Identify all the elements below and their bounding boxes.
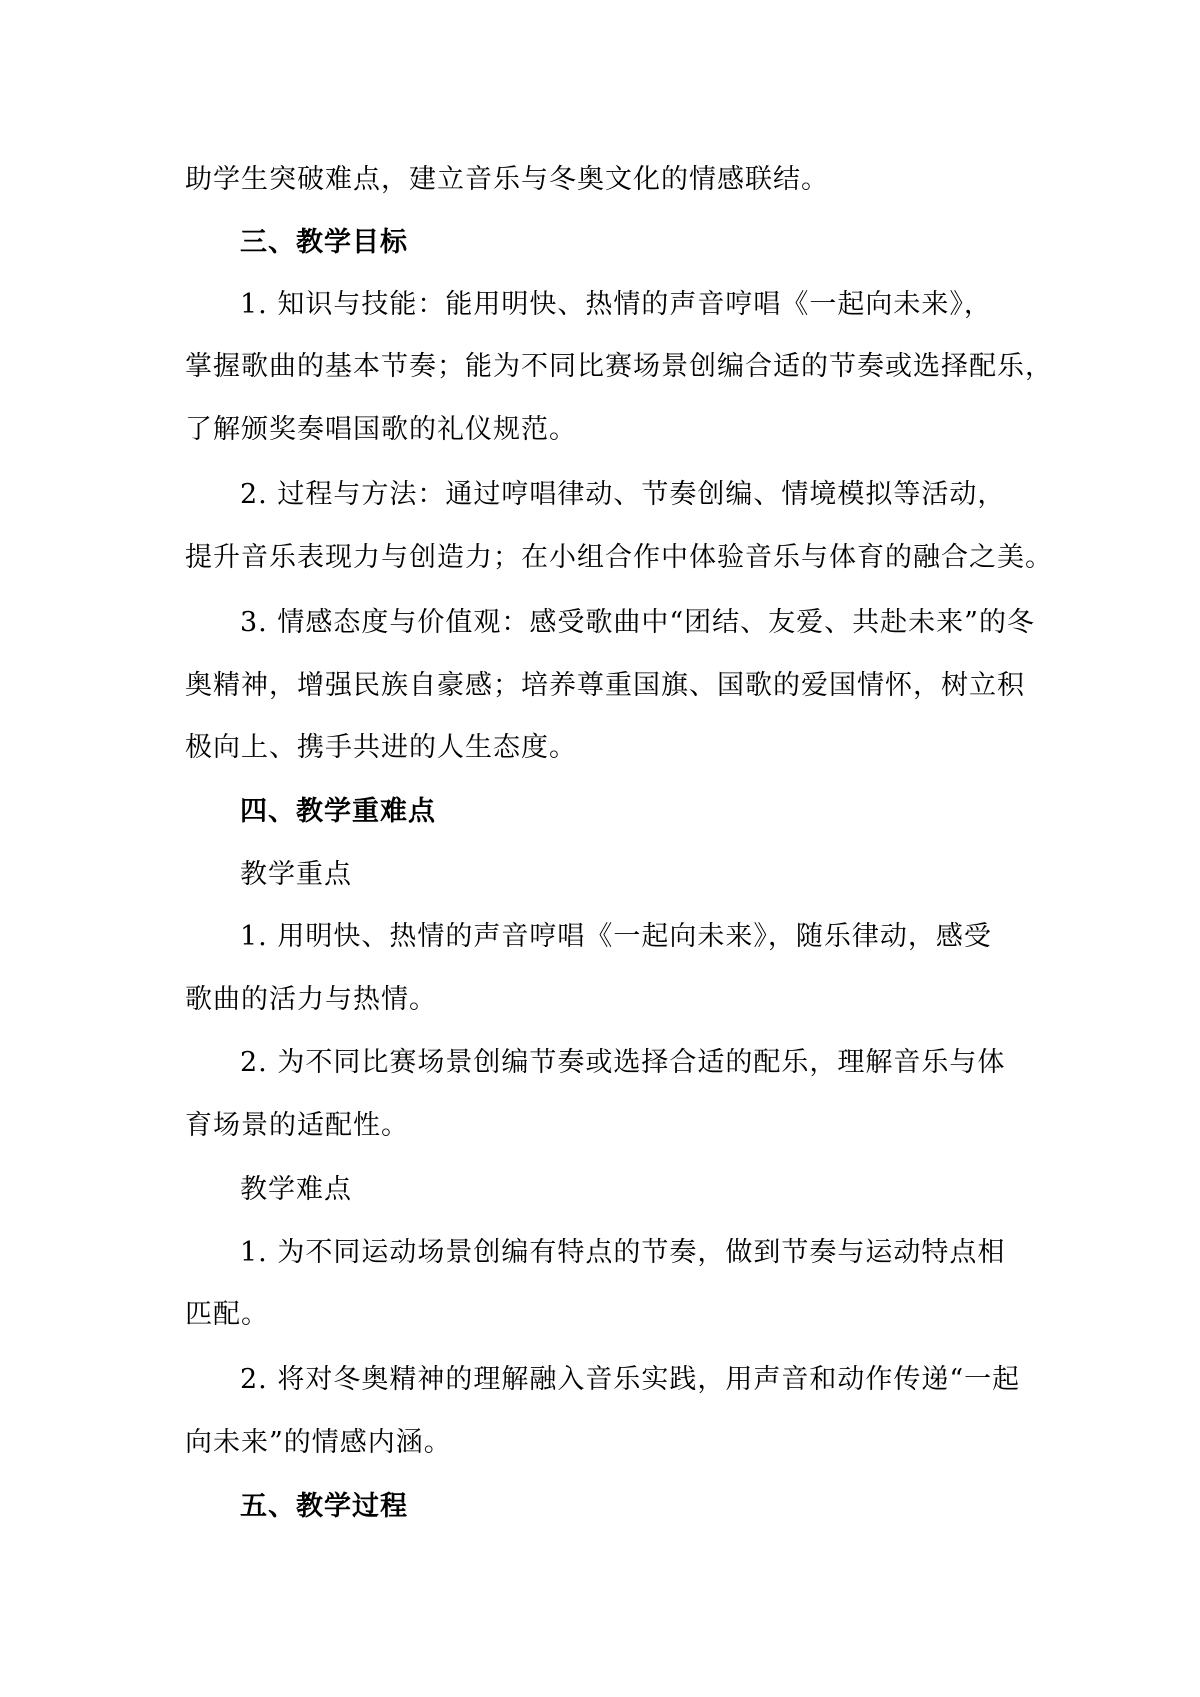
- body-text-line: 奥精神，增强民族自豪感；培养尊重国旗、国歌的爱国情怀，树立积: [185, 670, 1025, 701]
- body-text-line: 1. 知识与技能：能用明快、热情的声音哼唱《一起向未来》，: [240, 289, 992, 320]
- section-heading: 三、教学目标: [240, 227, 408, 258]
- body-text-line: 掌握歌曲的基本节奏；能为不同比赛场景创编合适的节奏或选择配乐，: [185, 351, 1053, 382]
- body-text-line: 了解颁奖奏唱国歌的礼仪规范。: [185, 414, 577, 445]
- body-text-line: 极向上、携手共进的人生态度。: [185, 732, 577, 763]
- body-text-line: 3. 情感态度与价值观：感受歌曲中“团结、友爱、共赴未来”的冬: [240, 607, 1035, 638]
- body-text-line: 育场景的适配性。: [185, 1110, 409, 1141]
- body-text-line: 2. 过程与方法：通过哼唱律动、节奏创编、情境模拟等活动，: [240, 479, 1006, 510]
- body-text-line: 1. 为不同运动场景创编有特点的节奏，做到节奏与运动特点相: [240, 1237, 1006, 1268]
- body-text-line: 匹配。: [185, 1299, 269, 1330]
- body-text-line: 助学生突破难点，建立音乐与冬奥文化的情感联结。: [185, 164, 829, 195]
- body-text-line: 向未来”的情感内涵。: [185, 1427, 452, 1458]
- body-text-line: 2. 为不同比赛场景创编节奏或选择合适的配乐，理解音乐与体: [240, 1047, 1006, 1078]
- section-heading: 四、教学重难点: [240, 796, 436, 827]
- body-text-line: 提升音乐表现力与创造力；在小组合作中体验音乐与体育的融合之美。: [185, 542, 1053, 573]
- body-text-line: 1. 用明快、热情的声音哼唱《一起向未来》，随乐律动，感受: [240, 921, 992, 952]
- subheading: 教学重点: [240, 859, 352, 890]
- subheading: 教学难点: [240, 1174, 352, 1205]
- body-text-line: 2. 将对冬奥精神的理解融入音乐实践，用声音和动作传递“一起: [240, 1364, 1021, 1395]
- section-heading: 五、教学过程: [240, 1491, 408, 1522]
- body-text-line: 歌曲的活力与热情。: [185, 984, 437, 1015]
